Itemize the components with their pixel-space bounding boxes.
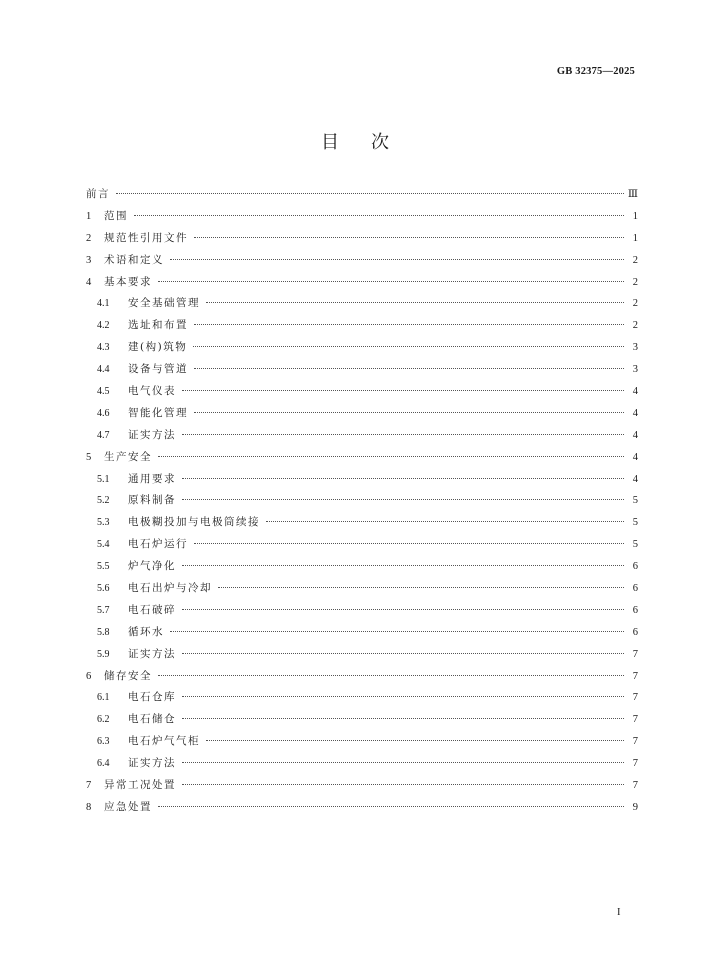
toc-entry[interactable] — [86, 293, 638, 315]
toc-entry-label: 电石仓库 — [128, 691, 176, 704]
toc-entry[interactable] — [86, 753, 638, 775]
toc-entry-page: 4 — [632, 386, 638, 398]
toc-entry-page: 7 — [632, 648, 638, 660]
dot-leader — [170, 259, 624, 260]
toc-entry-page: 7 — [632, 692, 638, 704]
toc-entry-label: 设备与管道 — [128, 363, 188, 376]
toc-entry-number: 5.5 — [97, 561, 110, 573]
dot-leader — [206, 302, 624, 303]
dot-leader — [134, 215, 624, 216]
toc-entry-label: 范围 — [104, 209, 128, 222]
toc-entry-page: 2 — [632, 320, 638, 332]
toc-entry-number: 4 — [86, 276, 92, 288]
toc-entry-label: 电极糊投加与电极筒续接 — [128, 516, 260, 529]
toc-entry-page: 9 — [632, 801, 638, 813]
dot-leader — [194, 237, 624, 238]
toc-entry-label: 智能化管理 — [128, 406, 188, 419]
toc-entry-label: 通用要求 — [128, 472, 176, 485]
toc-entry-label: 证实方法 — [128, 647, 176, 660]
dot-leader — [182, 653, 624, 654]
toc-entry-label: 循环水 — [128, 625, 164, 638]
dot-leader — [194, 324, 624, 325]
toc-entry-label: 电气仪表 — [128, 385, 176, 398]
toc-entry-number: 5.2 — [97, 495, 110, 507]
toc-entry-number: 8 — [86, 801, 92, 813]
toc-entry[interactable] — [86, 206, 638, 228]
toc-entry-number: 4.1 — [97, 298, 110, 310]
toc-entry-page: 2 — [632, 276, 638, 288]
toc-entry[interactable] — [86, 556, 638, 578]
toc-entry-label: 电石破碎 — [128, 603, 176, 616]
toc-entry[interactable] — [86, 644, 638, 666]
toc-entry-page: 5 — [632, 517, 638, 529]
toc-entry-label: 电石储仓 — [128, 713, 176, 726]
toc-entry[interactable] — [86, 731, 638, 753]
dot-leader — [158, 281, 624, 282]
toc-entry-number: 2 — [86, 232, 92, 244]
toc-entry-label: 电石炉运行 — [128, 538, 188, 551]
toc-entry-page: 1 — [632, 210, 638, 222]
toc-entry[interactable] — [86, 709, 638, 731]
dot-leader — [218, 587, 624, 588]
toc-entry-number: 6.3 — [97, 736, 110, 748]
standard-number: GB 32375—2025 — [556, 66, 635, 77]
toc-entry-number: 6.1 — [97, 692, 110, 704]
toc-entry-number: 6 — [86, 670, 92, 682]
dot-leader — [158, 806, 624, 807]
toc-entry-page: 2 — [632, 254, 638, 266]
toc-entry[interactable] — [86, 622, 638, 644]
toc-entry-number: 5.6 — [97, 583, 110, 595]
toc-entry-page: 5 — [632, 539, 638, 551]
toc-entry[interactable] — [86, 315, 638, 337]
toc-entry[interactable] — [86, 797, 638, 819]
toc-entry-label: 应急处置 — [104, 800, 152, 813]
toc-entry-number: 4.3 — [97, 342, 110, 354]
toc-entry-page: 2 — [632, 298, 638, 310]
dot-leader — [182, 499, 624, 500]
toc-entry-number: 6.4 — [97, 758, 110, 770]
toc-entry-number: 1 — [86, 210, 92, 222]
toc-entry[interactable] — [86, 447, 638, 469]
toc-entry-page: 4 — [632, 473, 638, 485]
toc-entry-page: 1 — [632, 232, 638, 244]
toc-entry[interactable] — [86, 687, 638, 709]
dot-leader — [170, 631, 624, 632]
toc-entry-number: 7 — [86, 780, 92, 792]
toc-entry-label: 证实方法 — [128, 757, 176, 770]
toc-entry-number: 4.7 — [97, 429, 110, 441]
toc-entry[interactable] — [86, 337, 638, 359]
toc-entry-page: 3 — [632, 364, 638, 376]
toc-entry-page: 6 — [632, 604, 638, 616]
toc-entry-number: 4.2 — [97, 320, 110, 332]
toc-entry-label: 异常工况处置 — [104, 779, 176, 792]
toc-entry-label: 安全基础管理 — [128, 297, 200, 310]
table-of-contents — [86, 184, 638, 819]
toc-entry-number: 5.4 — [97, 539, 110, 551]
dot-leader — [266, 521, 624, 522]
toc-entry[interactable] — [86, 666, 638, 688]
toc-entry-label: 电石出炉与冷却 — [128, 582, 212, 595]
dot-leader — [194, 412, 624, 413]
toc-entry-page: 6 — [632, 583, 638, 595]
toc-entry-label: 基本要求 — [104, 275, 152, 288]
dot-leader — [182, 784, 624, 785]
toc-entry[interactable] — [86, 425, 638, 447]
toc-entry-label: 储存安全 — [104, 669, 152, 682]
toc-entry-number: 4.4 — [97, 364, 110, 376]
toc-entry-page: 5 — [632, 495, 638, 507]
toc-entry[interactable] — [86, 381, 638, 403]
dot-leader — [193, 346, 624, 347]
dot-leader — [182, 609, 624, 610]
dot-leader — [182, 565, 624, 566]
dot-leader — [182, 390, 624, 391]
toc-entry-label: 选址和布置 — [128, 319, 188, 332]
toc-entry-page: 7 — [632, 780, 638, 792]
toc-entry[interactable] — [86, 578, 638, 600]
toc-entry-label: 生产安全 — [104, 450, 152, 463]
toc-entry-page: 6 — [632, 561, 638, 573]
dot-leader — [116, 193, 624, 194]
dot-leader — [182, 696, 624, 697]
toc-entry-page: 4 — [632, 429, 638, 441]
toc-entry[interactable] — [86, 184, 638, 206]
dot-leader — [194, 368, 624, 369]
toc-entry-page: 7 — [632, 736, 638, 748]
toc-entry[interactable] — [86, 775, 638, 797]
toc-entry-page: 7 — [632, 670, 638, 682]
page-number: I — [617, 907, 621, 918]
toc-entry-label: 原料制备 — [128, 494, 176, 507]
toc-entry-number: 5 — [86, 451, 92, 463]
toc-entry-number: 6.2 — [97, 714, 110, 726]
toc-entry-number: 5.1 — [97, 473, 110, 485]
page-title: 目次 — [321, 132, 421, 153]
dot-leader — [206, 740, 624, 741]
toc-entry-number: 3 — [86, 254, 92, 266]
dot-leader — [158, 675, 624, 676]
dot-leader — [182, 718, 624, 719]
dot-leader — [158, 456, 624, 457]
toc-entry-page: 4 — [632, 407, 638, 419]
toc-entry-label: 前言 — [86, 188, 110, 200]
toc-entry[interactable] — [86, 272, 638, 294]
toc-entry[interactable] — [86, 469, 638, 491]
toc-entry-label: 电石炉气气柜 — [128, 735, 200, 748]
toc-entry[interactable] — [86, 403, 638, 425]
toc-entry[interactable] — [86, 534, 638, 556]
toc-entry[interactable] — [86, 228, 638, 250]
toc-entry[interactable] — [86, 512, 638, 534]
toc-entry[interactable] — [86, 359, 638, 381]
toc-entry-page: 7 — [632, 758, 638, 770]
toc-entry-number: 4.5 — [97, 386, 110, 398]
toc-entry[interactable] — [86, 600, 638, 622]
toc-entry-number: 5.8 — [97, 626, 110, 638]
toc-entry-page: Ⅲ — [627, 189, 638, 200]
toc-entry-number: 5.3 — [97, 517, 110, 529]
toc-entry-number: 5.9 — [97, 648, 110, 660]
toc-entry-label: 术语和定义 — [104, 253, 164, 266]
toc-entry-page: 6 — [632, 626, 638, 638]
dot-leader — [182, 762, 624, 763]
toc-entry-label: 证实方法 — [128, 428, 176, 441]
toc-entry-label: 炉气净化 — [128, 560, 176, 573]
toc-entry-label: 规范性引用文件 — [104, 231, 188, 244]
toc-entry-number: 5.7 — [97, 604, 110, 616]
toc-entry-page: 3 — [632, 342, 638, 354]
dot-leader — [182, 434, 624, 435]
toc-entry-page: 7 — [632, 714, 638, 726]
dot-leader — [194, 543, 624, 544]
toc-entry-label: 建(构)筑物 — [128, 341, 188, 354]
dot-leader — [182, 478, 624, 479]
toc-entry[interactable] — [86, 490, 638, 512]
toc-entry-page: 4 — [632, 451, 638, 463]
toc-entry-number: 4.6 — [97, 407, 110, 419]
toc-entry[interactable] — [86, 250, 638, 272]
